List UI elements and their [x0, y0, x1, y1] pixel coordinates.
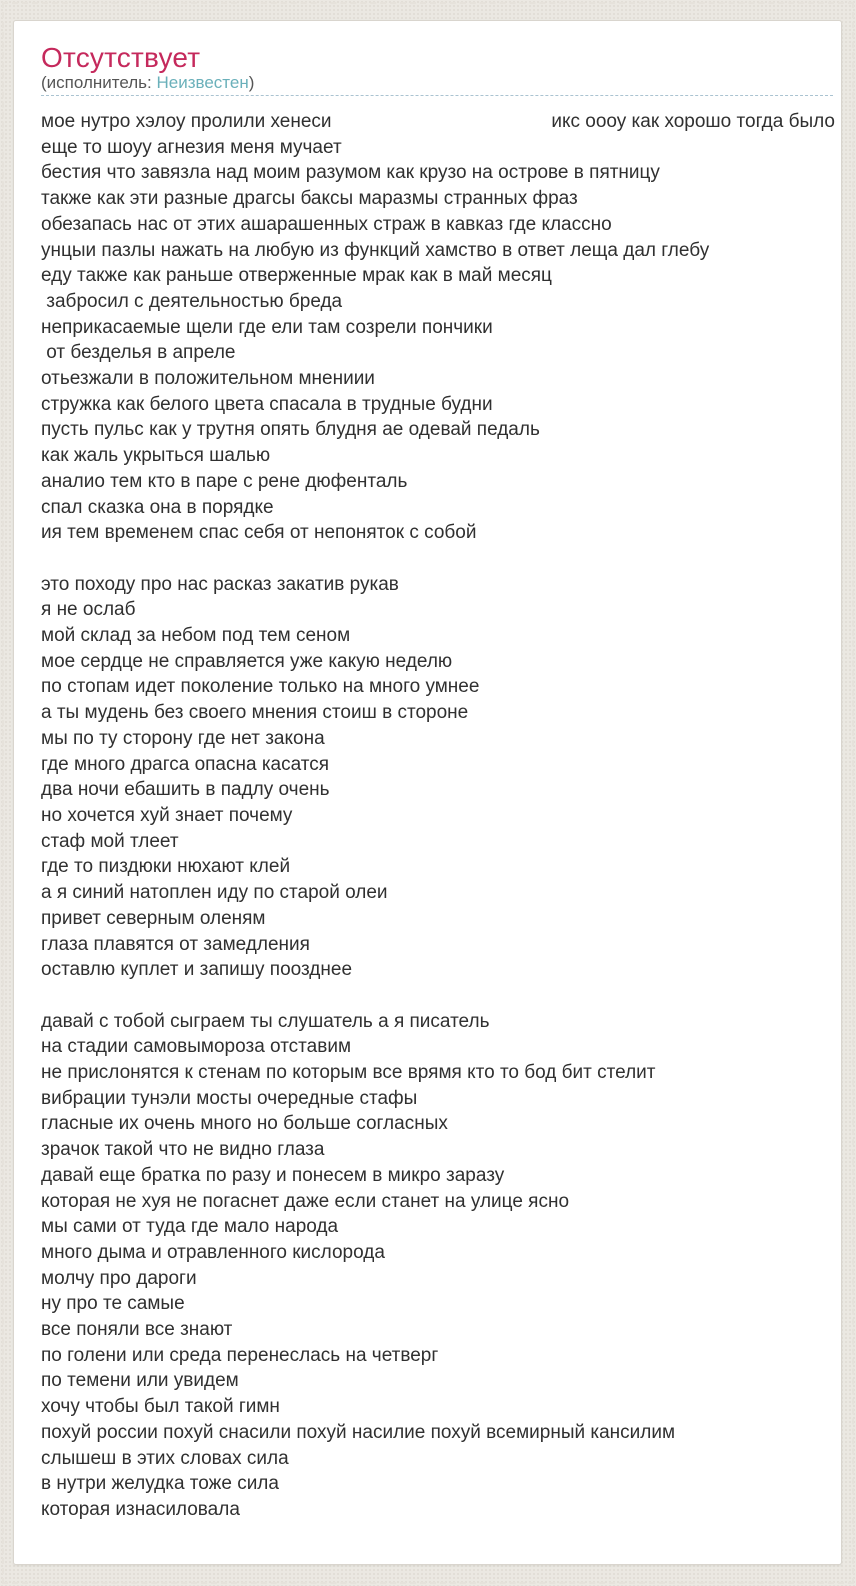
lyric-line-first — [41, 109, 835, 135]
lyric-line: по стопам идет поколение только на много умнее — [41, 676, 480, 698]
lyric-first-left: мое нутро хэлоу пролили хенеси — [41, 111, 332, 132]
lyric-line: я не ослаб — [41, 599, 136, 621]
lyric-line: неприкасаемые щели где ели там созрели пончики — [41, 316, 493, 338]
lyric-line: мое сердце не справляется уже какую неделю — [41, 650, 453, 672]
lyric-line: на стадии самовымороза отставим — [41, 1036, 352, 1058]
lyric-line: гласные их очень много но больше согласных — [41, 1113, 448, 1135]
lyric-line: ну про те самые — [41, 1293, 185, 1315]
lyric-line: по голени или среда перенеслась на четверг — [41, 1344, 439, 1366]
lyrics-block — [41, 109, 835, 1523]
lyric-line: вибрации тунэли мосты очередные стафы — [41, 1087, 418, 1109]
lyric-line: привет северным оленям — [41, 907, 266, 929]
lyric-line: еще то шоуу агнезия меня мучает — [41, 136, 342, 158]
lyric-line: зрачок такой что не видно глаза — [41, 1139, 325, 1161]
lyric-line: которая изнасиловала — [41, 1498, 240, 1520]
lyrics-card — [13, 20, 842, 1565]
lyric-line: где то пиздюки нюхают клей — [41, 856, 291, 878]
lyric-line: также как эти разные драгсы баксы маразмы странных фраз — [41, 188, 578, 210]
lyric-line: мы сами от туда где мало народа — [41, 1216, 339, 1238]
lyric-line: еду также как раньше отверженные мрак как в май месяц — [41, 265, 552, 287]
lyric-line: пусть пульс как у трутня опять блудня ае одевай педаль — [41, 419, 540, 441]
lyric-line: много дыма и отравленного кислорода — [41, 1241, 385, 1263]
lyric-line: аналио тем кто в паре с рене дюфенталь — [41, 470, 408, 492]
lyric-line: в нутри желудка тоже сила — [41, 1473, 279, 1495]
lyric-line: похуй россии похуй снасили похуй насилие похуй всемирный кансилим — [41, 1421, 676, 1443]
lyric-line: глаза плавятся от замедления — [41, 933, 310, 955]
artist-row — [41, 73, 835, 95]
lyric-line: а я синий натоплен иду по старой олеи — [41, 882, 388, 904]
lyric-line: ия тем временем спас себя от непоняток с собой — [41, 522, 477, 544]
lyric-line: молчу про дароги — [41, 1267, 197, 1289]
lyric-line: оставлю куплет и запишу поозднее — [41, 959, 353, 981]
artist-label-close: ) — [248, 73, 255, 92]
lyric-line: забросил с деятельностью бреда — [41, 290, 343, 312]
artist-label-open: (исполнитель: — [41, 73, 157, 92]
page-title: Отсутствует — [41, 42, 201, 73]
lyric-line: обезапась нас от этих ашарашенных страж в кавказ где классно — [41, 213, 612, 235]
lyric-line: хочу чтобы был такой гимн — [41, 1396, 280, 1418]
lyric-line: но хочется хуй знает почему — [41, 804, 293, 826]
lyric-line: все поняли все знают — [41, 1319, 233, 1341]
lyric-line: стаф мой тлеет — [41, 830, 179, 852]
lyric-line: а ты мудень без своего мнения стоиш в стороне — [41, 702, 469, 724]
lyric-line: спал сказка она в порядке — [41, 496, 274, 518]
lyric-blank-line — [41, 546, 835, 572]
lyric-line: отьезжали в положительном мнениии — [41, 368, 375, 390]
lyric-line: не прислонятся к стенам по которым все врямя кто то бод бит стелит — [41, 1062, 656, 1084]
lyric-line: слышеш в этих словах сила — [41, 1447, 289, 1469]
lyric-line: бестия что завязла над моим разумом как крузо на острове в пятницу — [41, 162, 660, 184]
lyric-blank-line — [41, 983, 835, 1009]
lyric-first-right: икс оооу как хорошо тогда было — [551, 111, 835, 132]
dashed-separator — [41, 95, 833, 96]
lyric-line: от безделья в апреле — [41, 342, 236, 364]
lyric-line: давай еще братка по разу и понесем в микро заразу — [41, 1164, 505, 1186]
lyric-line: где много драгса опасна касатся — [41, 753, 330, 775]
lyric-line: мой склад за небом под тем сеном — [41, 625, 351, 647]
lyric-line: унцыи пазлы нажать на любую из функций хамство в ответ леща дал глебу — [41, 239, 710, 261]
lyric-line: давай с тобой сыграем ты слушатель а я писатель — [41, 1010, 490, 1032]
lyric-line: стружка как белого цвета спасала в трудные будни — [41, 393, 493, 415]
lyric-line: которая не хуя не погаснет даже если станет на улице ясно — [41, 1190, 570, 1212]
lyric-line: это походу про нас расказ закатив рукав — [41, 573, 399, 595]
lyric-line: два ночи ебашить в падлу очень — [41, 779, 330, 801]
artist-link[interactable]: Неизвестен — [156, 73, 249, 92]
lyric-line: как жаль укрыться шалью — [41, 445, 271, 467]
lyric-line: мы по ту сторону где нет закона — [41, 727, 325, 749]
lyric-line: по темени или увидем — [41, 1370, 239, 1392]
